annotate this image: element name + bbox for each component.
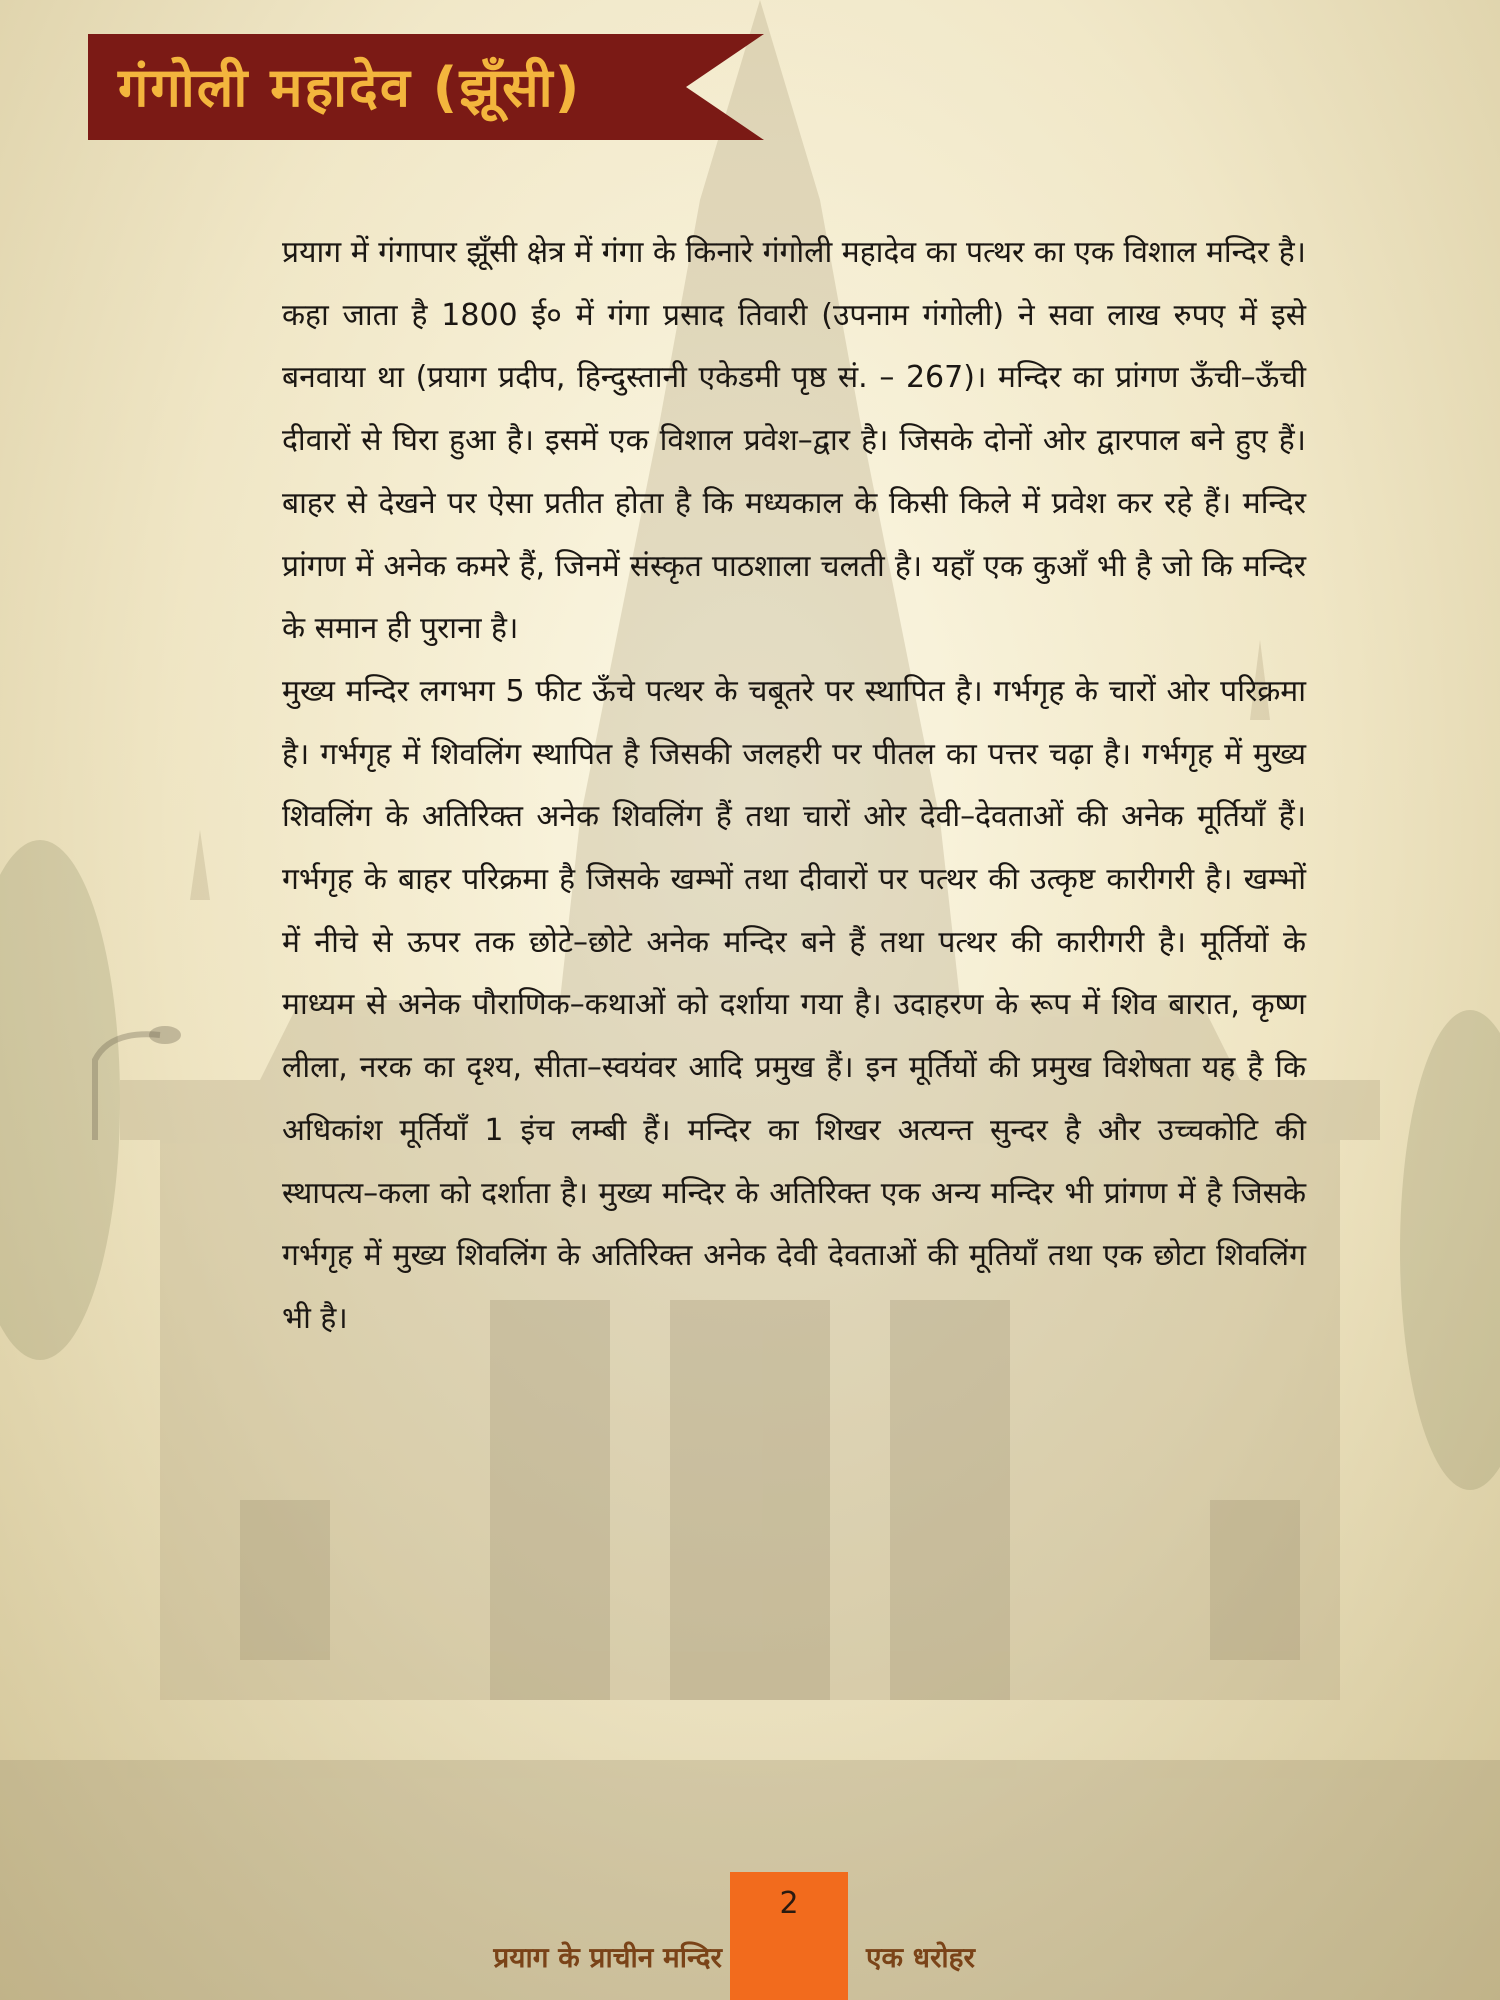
page-number-box	[730, 1872, 848, 2000]
paragraph: मुख्य मन्दिर लगभग 5 फीट ऊँचे पत्थर के चबूतरे पर स्थापित है। गर्भगृह के चारों ओर परिक्रमा है। गर्भगृह में शिवलिंग स्थापित है जिसकी जलहरी पर पीतल का पत्तर चढ़ा है। गर्भगृह में मुख्य शिवलिंग के अतिरिक्त अनेक शिवलिंग हैं तथा चारों ओर देवी–देवताओं की अनेक मूर्तियाँ हैं। गर्भगृह के बाहर परिक्रमा है जिसके खम्भों तथा दीवारों पर पत्थर की उत्कृष्ट कारीगरी है। खम्भों में नीचे से ऊपर तक छोटे–छोटे अनेक मन्दिर बने हैं तथा पत्थर की कारीगरी है। मूर्तियों के माध्यम से अनेक पौराणिक–कथाओं को दर्शाया गया है। उदाहरण के रूप में शिव बारात, कृष्ण लीला, नरक का दृश्य, सीता–स्वयंवर आदि प्रमुख हैं। इन मूर्तियों की प्रमुख विशेषता यह है कि अधिकांश मूर्तियाँ 1 इंच लम्बी हैं। मन्दिर का शिखर अत्यन्त सुन्दर है और उच्चकोटि की स्थापत्य–कला को दर्शाता है। मुख्य मन्दिर के अतिरिक्त एक अन्य मन्दिर भी प्रांगण में है जिसके गर्भगृह में मुख्य शिवलिंग के अतिरिक्त अनेक देवी देवताओं की मूतियाँ तथा एक छोटा शिवलिंग भी है।	[282, 673, 1306, 1336]
title-banner	[88, 34, 764, 140]
page-title: गंगोली महादेव (झूँसी)	[118, 56, 582, 119]
footer-subtitle: एक धरोहर	[866, 1941, 975, 1974]
paragraph: प्रयाग में गंगापार झूँसी क्षेत्र में गंगा के किनारे गंगोली महादेव का पत्थर का एक विशाल मन्दिर है। कहा जाता है 1800 ई० में गंगा प्रसाद तिवारी (उपनाम गंगोली) ने सवा लाख रुपए में इसे बनवाया था (प्रयाग प्रदीप, हिन्दुस्तानी एकेडमी पृष्ठ सं. – 267)। मन्दिर का प्रांगण ऊँची–ऊँची दीवारों से घिरा हुआ है। इसमें एक विशाल प्रवेश–द्वार है। जिसके दोनों ओर द्वारपाल बने हुए हैं। बाहर से देखने पर ऐसा प्रतीत होता है कि मध्यकाल के किसी किले में प्रवेश कर रहे हैं। मन्दिर प्रांगण में अनेक कमरे हैं, जिनमें संस्कृत पाठशाला चलती है। यहाँ एक कुआँ भी है जो कि मन्दिर के समान ही पुराना है।	[282, 235, 1306, 647]
footer-book-title: प्रयाग के प्राचीन मन्दिर	[493, 1941, 722, 1974]
article-body	[282, 222, 1306, 1351]
page-number: 2	[779, 1886, 799, 1921]
